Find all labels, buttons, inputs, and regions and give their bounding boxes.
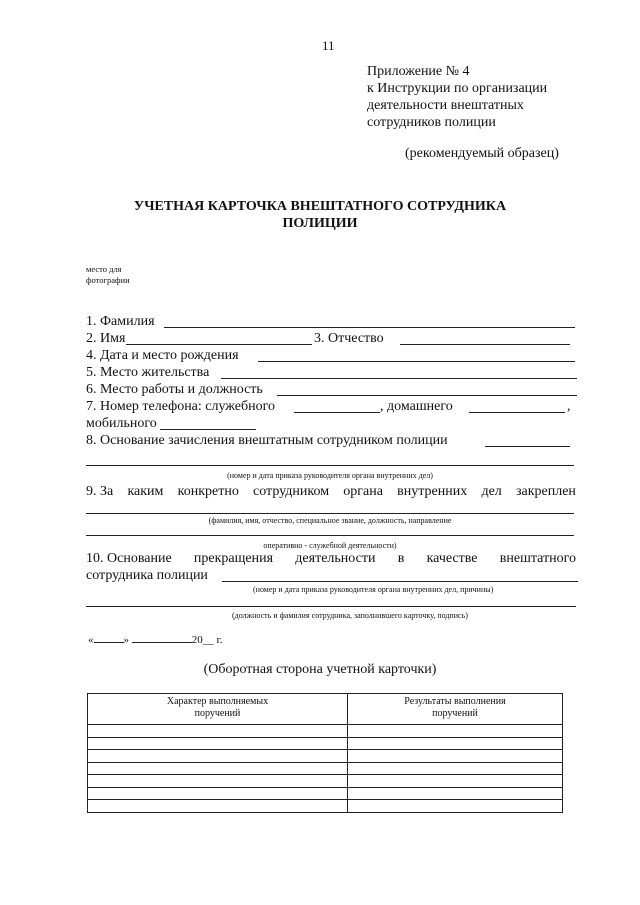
field-termination-label-2: сотрудника полиции (86, 568, 208, 583)
card-title-line-1: УЧЕТНАЯ КАРТОЧКА ВНЕШТАТНОГО СОТРУДНИКА (133, 199, 507, 214)
table-row (88, 725, 563, 738)
field-enrollment-hint: (номер и дата приказа руководителя органа внутренних дел) (227, 471, 433, 480)
field-termination-line[interactable] (222, 581, 578, 582)
field-assigned-label (86, 484, 576, 500)
field-enrollment-label: 8. Основание зачисления внештатным сотрудником полиции (86, 433, 448, 448)
f9-word: внутренних (397, 484, 468, 499)
f10-word: в (397, 551, 405, 566)
field-name-line[interactable] (126, 344, 312, 345)
field-work-label: 6. Место работы и должность (86, 382, 263, 397)
f9-word: дел (481, 484, 502, 499)
field-phone-comma: , (567, 399, 571, 414)
field-enrollment-line[interactable] (485, 446, 570, 447)
table-cell[interactable] (88, 800, 348, 813)
field-patronymic-line[interactable] (400, 344, 570, 345)
back-side-heading: (Оборотная сторона учетной карточки) (203, 662, 437, 677)
table-cell[interactable] (348, 800, 563, 813)
table-cell[interactable] (348, 737, 563, 750)
field-name-label: 2. Имя (86, 331, 126, 346)
col-tasks-header (88, 694, 348, 725)
date-month-line[interactable] (132, 642, 192, 643)
date-open-quote: « (88, 634, 94, 646)
field-residence-label: 5. Место жительства (86, 365, 210, 380)
field-patronymic-label: 3. Отчество (314, 331, 384, 346)
field-mobile-label: мобильного (86, 416, 157, 431)
back-side-table (87, 693, 563, 813)
f10-word: 10. Основание (86, 551, 172, 566)
appendix-line-2: к Инструкции по организации (367, 81, 548, 96)
f9-word: каким (127, 484, 164, 499)
table-cell[interactable] (348, 762, 563, 775)
table-cell[interactable] (88, 787, 348, 800)
date-row (88, 634, 223, 646)
table-row (88, 800, 563, 813)
field-phone-label: 7. Номер телефона: служебного (86, 399, 276, 414)
f9-word: сотрудником (253, 484, 330, 499)
table-cell[interactable] (88, 725, 348, 738)
sample-note: (рекомендуемый образец) (405, 146, 559, 161)
field-termination-label (86, 551, 576, 567)
table-row (88, 762, 563, 775)
field-phone-home-line[interactable] (469, 412, 565, 413)
field-surname-line[interactable] (164, 327, 575, 328)
field-assigned-line[interactable] (86, 513, 574, 514)
field-residence-line[interactable] (221, 378, 577, 379)
f9-word: закреплен (515, 484, 576, 499)
table-cell[interactable] (88, 750, 348, 763)
f9-word: конкретно (177, 484, 239, 499)
field-surname-label: 1. Фамилия (86, 314, 155, 329)
card-title-line-2: ПОЛИЦИИ (282, 216, 358, 231)
table-row (88, 775, 563, 788)
table-cell[interactable] (348, 750, 563, 763)
field-assigned-hint-2: оперативно - служебной деятельности) (263, 541, 397, 550)
table-cell[interactable] (348, 775, 563, 788)
date-close-quote: » (123, 634, 129, 646)
f9-word: органа (343, 484, 383, 499)
appendix-line-1: Приложение № 4 (367, 64, 470, 79)
field-work-line[interactable] (277, 395, 577, 396)
photo-label-line-2: фотографии (86, 275, 130, 285)
table-cell[interactable] (348, 725, 563, 738)
field-assigned-line-2[interactable] (86, 535, 574, 536)
table-row (88, 737, 563, 750)
field-birth-label: 4. Дата и место рождения (86, 348, 239, 363)
f9-word: 9. За (86, 484, 114, 499)
table-row (88, 787, 563, 800)
field-mobile-line[interactable] (160, 429, 256, 430)
field-birth-line[interactable] (258, 361, 575, 362)
signer-hint: (должность и фамилия сотрудника, заполнившего карточку, подпись) (232, 611, 468, 620)
col-tasks-header-text: Характер выполняемых поручений (166, 696, 269, 719)
table-cell[interactable] (88, 737, 348, 750)
table-cell[interactable] (88, 775, 348, 788)
field-assigned-hint-1: (фамилия, имя, отчество, специальное звание, должность, направление (208, 516, 452, 525)
field-phone-work-line[interactable] (294, 412, 380, 413)
col-results-header (348, 694, 563, 725)
field-enrollment-line-2[interactable] (86, 465, 574, 466)
table-cell[interactable] (348, 787, 563, 800)
col-results-header-text: Результаты выполнения поручений (404, 696, 506, 719)
date-day-line[interactable] (94, 642, 124, 643)
f10-word: деятельности (295, 551, 376, 566)
appendix-line-4: сотрудников полиции (367, 115, 496, 130)
page-number: 11 (322, 38, 335, 53)
signer-line[interactable] (86, 606, 576, 607)
table-row (88, 750, 563, 763)
table-cell[interactable] (88, 762, 348, 775)
field-termination-hint: (номер и дата приказа руководителя органа внутренних дел, причины) (253, 585, 494, 594)
f10-word: внештатного (499, 551, 576, 566)
photo-label-line-1: место для (86, 264, 122, 274)
f10-word: прекращения (193, 551, 274, 566)
field-phone-home-label: , домашнего (380, 399, 453, 414)
date-year: 20__ г. (191, 634, 223, 646)
f10-word: качестве (426, 551, 478, 566)
appendix-line-3: деятельности внештатных (367, 98, 524, 113)
